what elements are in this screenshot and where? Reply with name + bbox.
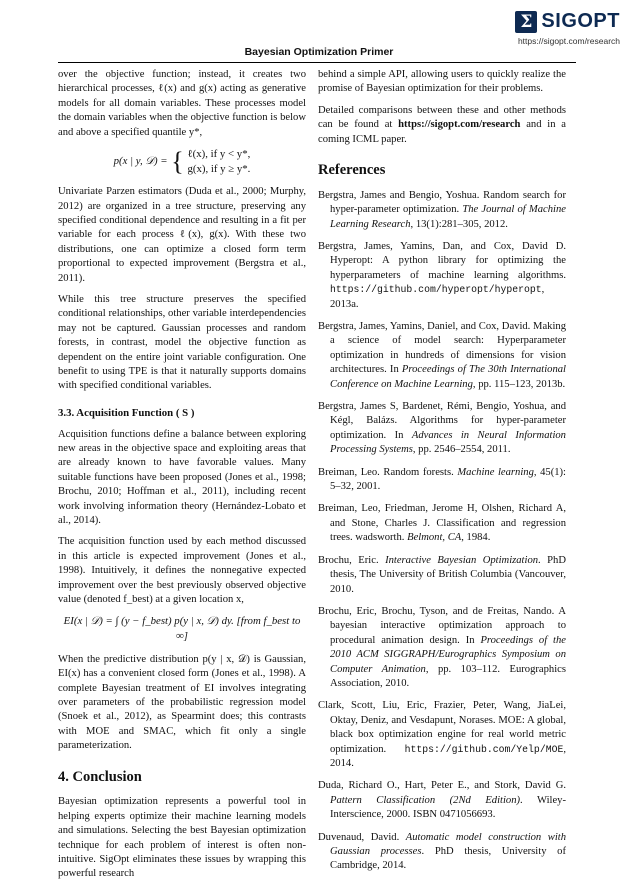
paragraph: The acquisition function used by each method discussed in this article is expected improvement (Jones et al., 1998). Intuitively, it defines the nonnegative expected improvement over the best previously observed objective value (denoted f_best) at a given location x, bbox=[58, 536, 306, 605]
reference-text: , pp. 103–112. Eurographics Association, 2010. bbox=[330, 663, 566, 689]
references-heading: References bbox=[318, 162, 386, 179]
reference-text: . PhD thesis, The University of British Columbia (Vancouver, 2010. bbox=[330, 554, 566, 595]
reference-item bbox=[318, 400, 566, 458]
equation-case: g(x), if y ≥ y*. bbox=[187, 162, 251, 175]
paragraph: While this tree structure preserves the specified conditional relationships, other variable interdependencies may not be captured. Gaussian processes and random forests, in contrast, model the objective function as dependent on the entire joint variable configuration. One benefit to using TPE is that it naturally supports domains with specified conditional variables. bbox=[58, 294, 306, 392]
reference-url[interactable]: https://github.com/Yelp/MOE bbox=[404, 743, 564, 755]
reference-text: Brochu, Eric. bbox=[318, 554, 386, 566]
sigopt-logo bbox=[515, 10, 620, 33]
reference-item bbox=[318, 240, 566, 312]
reference-text: Bergstra, James S, Bardenet, Rémi, Bengio, Yoshua, and Kégl, Balázs. Algorithms for hyper-parameter optimization. In bbox=[318, 401, 566, 441]
reference-text: . PhD thesis, University of Cambridge, 2014. bbox=[330, 846, 566, 872]
paragraph: behind a simple API, allowing users to quickly realize the promise of Bayesian optimization for their problems. bbox=[318, 69, 566, 95]
reference-text: , pp. 2546–2554, 2011. bbox=[412, 444, 511, 456]
reference-text: Clark, Scott, Liu, Eric, Frazier, Peter, Wang, JiaLei, Oktay, Deniz, and Vesdapunt, Norases. MOE: A global, black box optimization engine for real world metric optimization. bbox=[318, 700, 566, 755]
paragraph: Univariate Parzen estimators (Duda et al., 2000; Murphy, 2012) are organized in a tree structure, preserving any specified conditional dependence and resulting in a fit per variable for each process ℓ(x), g(x). With these two distributions, one can optimize a closed form term proportional to expected improvement (Bergstra et al., 2011). bbox=[58, 186, 306, 284]
running-title: Bayesian Optimization Primer bbox=[244, 46, 394, 58]
reference-list bbox=[318, 189, 566, 874]
paragraph bbox=[318, 104, 566, 147]
section-heading: 4. Conclusion bbox=[58, 768, 142, 785]
equation-expected-improvement: EI(x | 𝒟) = ∫ (y − f_best) p(y | x, 𝒟) dy. [from f_best to ∞] bbox=[63, 615, 301, 643]
equation-case: ℓ(x), if y < y*, bbox=[187, 148, 251, 161]
paragraph: When the predictive distribution p(y | x, 𝒟) is Gaussian, EI(x) has a convenient closed form (Jones et al., 1998). A complete Bayesian treatment of EI involves integrating over parameters of the probabilistic regression model (Snoek et al., 2012), as Spearmint does; this contrasts with MOE and SMAC, which fit only a single parameterization. bbox=[58, 653, 306, 752]
reference-text: , pp. 115–123, 2013b. bbox=[472, 378, 566, 390]
reference-text: . Wiley-Interscience, 2000. ISBN 0471056693. bbox=[330, 794, 566, 821]
reference-text: Breiman, Leo. Random forests. bbox=[318, 466, 458, 478]
reference-item bbox=[318, 699, 566, 771]
reference-text: Duda, Richard O., Hart, Peter E., and Stork, David G. bbox=[318, 780, 566, 792]
reference-venue: Belmont, CA bbox=[407, 532, 462, 544]
research-url[interactable]: https://sigopt.com/research bbox=[517, 36, 620, 46]
reference-url[interactable]: https://github.com/hyperopt/hyperopt bbox=[330, 284, 542, 296]
reference-item bbox=[318, 831, 566, 874]
reference-text: , 1984. bbox=[461, 532, 491, 544]
paragraph-text: and in a coming ICML paper. bbox=[318, 119, 566, 145]
paragraph: over the objective function; instead, it creates two hierarchical processes, ℓ(x) and g(x) acting as generative models for all domain variables. These processes model the domain variables when the objective function is below and above a specified quantile y*, bbox=[58, 69, 306, 138]
logo-wordmark: SIGOPT bbox=[541, 10, 620, 32]
reference-text: , 13(1):281–305, 2012. bbox=[410, 218, 508, 230]
left-column bbox=[58, 68, 306, 889]
reference-item bbox=[318, 502, 566, 545]
reference-text: Duvenaud, David. bbox=[318, 831, 406, 843]
header-divider bbox=[58, 62, 576, 63]
reference-venue: The Journal of Machine Learning Research bbox=[330, 204, 566, 230]
reference-text: , 2014. bbox=[330, 743, 566, 769]
paragraph: Bayesian optimization represents a powerful tool in helping experts optimize their machine learning models and simulations. Selecting the best Bayesian optimization technique for each problem of interest is often non-intuitive. SigOpt eliminates these issues by wrapping this powerful research bbox=[58, 796, 306, 880]
reference-venue: Automatic model construction with Gaussian processes bbox=[330, 831, 566, 857]
reference-venue: Advances in Neural Information Processing Systems bbox=[330, 429, 566, 456]
equation-lhs: p(x | y, 𝒟) = bbox=[113, 155, 168, 168]
right-column bbox=[318, 68, 566, 882]
reference-item bbox=[318, 605, 566, 691]
reference-item bbox=[318, 320, 566, 392]
paragraph-text: Detailed comparisons between these and other methods can be found at bbox=[318, 104, 566, 131]
reference-venue: Proceedings of The 30th International Conference on Machine Learning bbox=[330, 364, 566, 390]
paragraph: Acquisition functions define a balance between exploring new areas in the objective space and exploiting areas that are already known to have favorable values. Many suitable functions have been proposed (Jones et al., 1998; Brochu, 2010; Hoffman et al., 2011), including recent work involving information theory (Hernández-Lobato et al., 2014). bbox=[58, 428, 306, 526]
sigma-icon: Σ bbox=[515, 11, 537, 33]
reference-venue: Proceedings of the 2010 ACM SIGGRAPH/Eurographics Symposium on Computer Animation bbox=[330, 634, 566, 675]
subsection-heading: 3.3. Acquisition Function ( S ) bbox=[58, 406, 195, 419]
equation-tpe bbox=[58, 147, 306, 176]
reference-item bbox=[318, 554, 566, 597]
reference-text: Brochu, Eric, Brochu, Tyson, and de Freitas, Nando. A bayesian interactive optimization approach to procedural animation design. In bbox=[318, 605, 566, 646]
reference-text: Bergstra, James and Bengio, Yoshua. Random search for hyper-parameter optimization. bbox=[318, 189, 566, 216]
reference-venue: Machine learning bbox=[457, 466, 534, 478]
reference-text: Bergstra, James, Yamins, Daniel, and Cox, David. Making a science of model search: Hyperparameter optimization in hundreds of dimensions for vision architectures. In bbox=[318, 321, 566, 376]
reference-text: Bergstra, James, Yamins, Dan, and Cox, David D. Hyperopt: A python library for optimizing the hyperparameters of machine learning algorithms. bbox=[318, 240, 566, 281]
equation-cases bbox=[187, 147, 250, 176]
research-link[interactable]: https://sigopt.com/research bbox=[398, 119, 521, 131]
reference-text: , 2013a. bbox=[330, 284, 545, 310]
reference-item bbox=[318, 189, 566, 232]
brace-glyph: { bbox=[171, 146, 184, 176]
reference-text: , 45(1): 5–32, 2001. bbox=[330, 466, 566, 493]
reference-item bbox=[318, 466, 566, 495]
reference-venue: Interactive Bayesian Optimization bbox=[385, 554, 539, 566]
reference-text: Breiman, Leo, Friedman, Jerome H, Olshen, Richard A, and Stone, Charles J. Classification and regression trees. wadsworth. bbox=[318, 503, 566, 544]
reference-venue: Pattern Classification (2Nd Edition) bbox=[330, 794, 521, 806]
reference-item bbox=[318, 779, 566, 822]
